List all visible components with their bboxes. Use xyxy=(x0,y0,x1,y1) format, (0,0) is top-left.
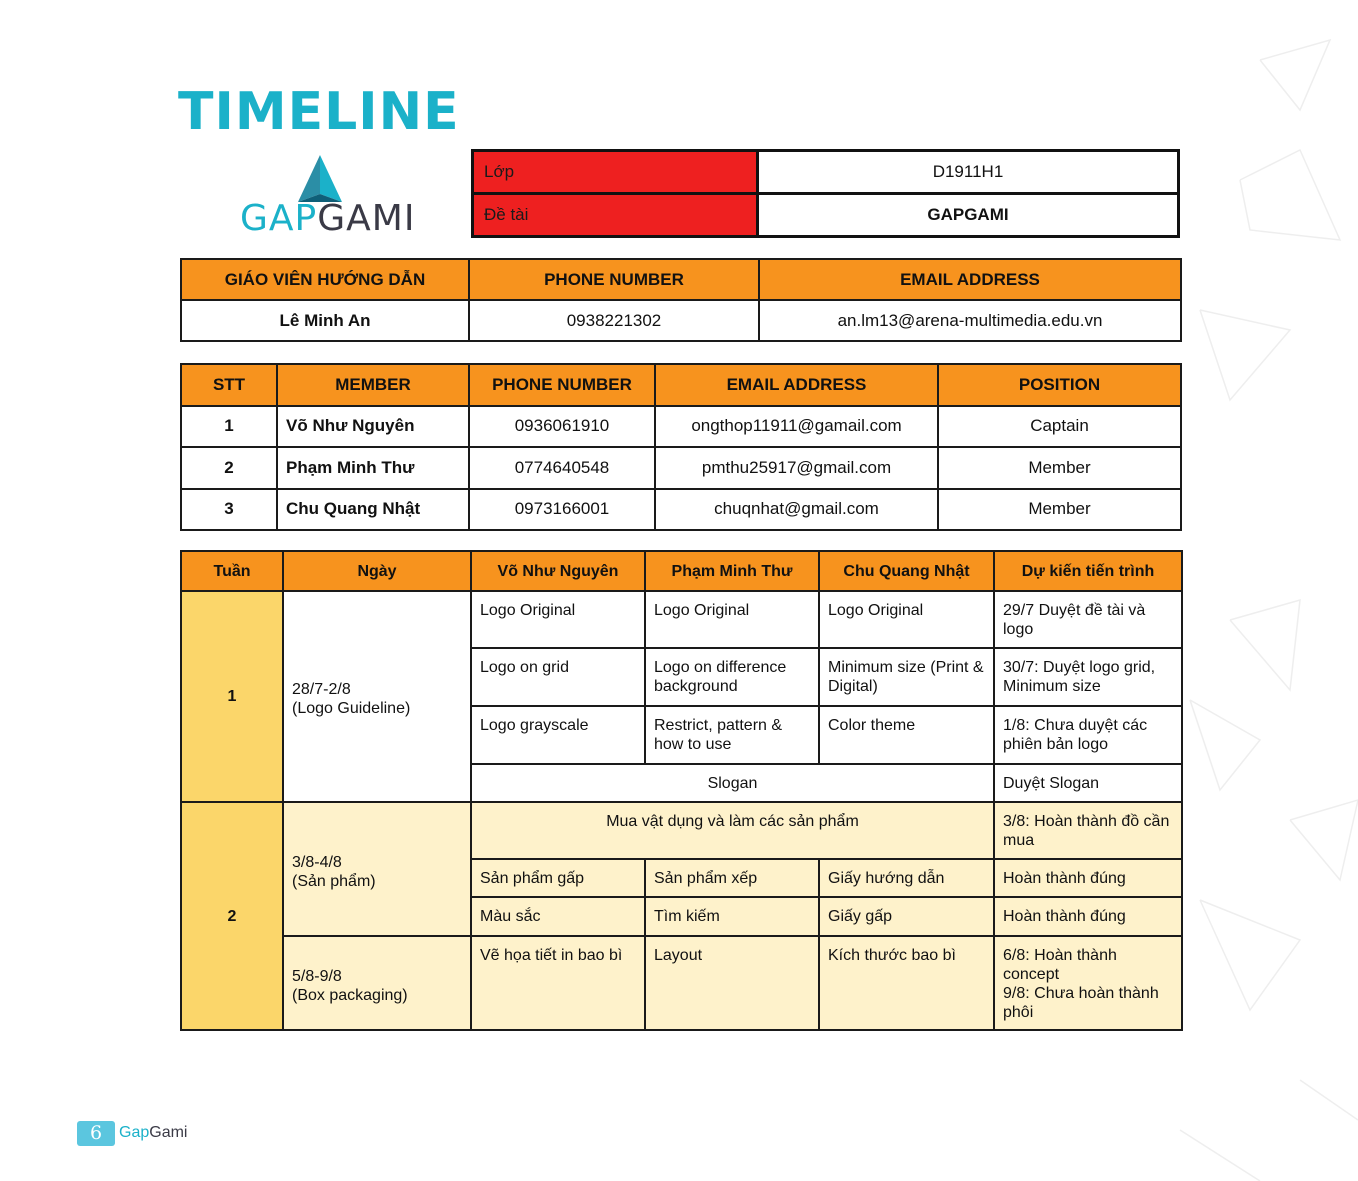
class-label: Lớp xyxy=(473,151,758,194)
phone-header: PHONE NUMBER xyxy=(469,364,655,406)
progress-cell: Hoàn thành đúng xyxy=(994,859,1182,897)
progress-cell: Hoàn thành đúng xyxy=(994,897,1182,936)
member-email: ongthop11911@gamail.com xyxy=(655,406,938,448)
task-cell: Logo Original xyxy=(471,591,645,648)
slogan-cell: Slogan xyxy=(471,764,994,802)
progress-header: Dự kiến tiến trình xyxy=(994,551,1182,591)
table-row xyxy=(181,406,1181,448)
topic-value: GAPGAMI xyxy=(758,194,1179,237)
member1-header: Võ Như Nguyên xyxy=(471,551,645,591)
member-name: Võ Như Nguyên xyxy=(277,406,469,448)
task-cell: Kích thước bao bì xyxy=(819,936,994,1030)
teacher-phone: 0938221302 xyxy=(469,300,759,341)
date-header: Ngày xyxy=(283,551,471,591)
member-stt: 1 xyxy=(181,406,277,448)
class-info-table xyxy=(471,149,1180,238)
week-1-date: 28/7-2/8 (Logo Guideline) xyxy=(283,591,471,802)
member-stt: 2 xyxy=(181,447,277,489)
member-header: MEMBER xyxy=(277,364,469,406)
week-2-date-a: 3/8-4/8 (Sản phẩm) xyxy=(283,802,471,936)
week-2-cell: 2 xyxy=(181,802,283,1030)
task-cell: Logo grayscale xyxy=(471,706,645,764)
topic-row xyxy=(473,194,1179,237)
teacher-name: Lê Minh An xyxy=(181,300,469,341)
page-title: TIMELINE xyxy=(178,82,460,142)
progress-cell: 29/7 Duyệt đề tài và logo xyxy=(994,591,1182,648)
member-phone: 0936061910 xyxy=(469,406,655,448)
class-row xyxy=(473,151,1179,194)
task-cell: Logo on difference background xyxy=(645,648,819,706)
teacher-phone-header: PHONE NUMBER xyxy=(469,259,759,300)
position-header: POSITION xyxy=(938,364,1181,406)
member-phone: 0973166001 xyxy=(469,489,655,531)
progress-cell: 30/7: Duyệt logo grid, Minimum size xyxy=(994,648,1182,706)
member-email: chuqnhat@gmail.com xyxy=(655,489,938,531)
buy-cell: Mua vật dụng và làm các sản phẩm xyxy=(471,802,994,859)
stt-header: STT xyxy=(181,364,277,406)
topic-label: Đề tài xyxy=(473,194,758,237)
table-row xyxy=(181,936,1182,1030)
teacher-table xyxy=(180,258,1182,342)
logo-text: GAPGAMI xyxy=(240,198,416,239)
task-cell: Màu sắc xyxy=(471,897,645,936)
member-position: Member xyxy=(938,489,1181,531)
member-name: Chu Quang Nhật xyxy=(277,489,469,531)
member-phone: 0774640548 xyxy=(469,447,655,489)
schedule-table xyxy=(180,550,1183,1031)
member-stt: 3 xyxy=(181,489,277,531)
table-row xyxy=(181,802,1182,859)
week-2-date-b: 5/8-9/8 (Box packaging) xyxy=(283,936,471,1030)
footer-brand: GapGami xyxy=(119,1124,188,1141)
task-cell: Logo Original xyxy=(645,591,819,648)
task-cell: Logo on grid xyxy=(471,648,645,706)
teacher-email: an.lm13@arena-multimedia.edu.vn xyxy=(759,300,1181,341)
teacher-header: GIÁO VIÊN HƯỚNG DẪN xyxy=(181,259,469,300)
task-cell: Minimum size (Print & Digital) xyxy=(819,648,994,706)
member3-header: Chu Quang Nhật xyxy=(819,551,994,591)
member-email: pmthu25917@gmail.com xyxy=(655,447,938,489)
member-position: Member xyxy=(938,447,1181,489)
page-number-badge: 6 xyxy=(77,1121,115,1146)
task-cell: Restrict, pattern & how to use xyxy=(645,706,819,764)
task-cell: Tìm kiếm xyxy=(645,897,819,936)
member-name: Phạm Minh Thư xyxy=(277,447,469,489)
task-cell: Color theme xyxy=(819,706,994,764)
table-row xyxy=(181,591,1182,648)
task-cell: Sản phẩm xếp xyxy=(645,859,819,897)
task-cell: Vẽ họa tiết in bao bì xyxy=(471,936,645,1030)
progress-cell: 3/8: Hoàn thành đồ cần mua xyxy=(994,802,1182,859)
progress-cell: 1/8: Chưa duyệt các phiên bản logo xyxy=(994,706,1182,764)
email-header: EMAIL ADDRESS xyxy=(655,364,938,406)
week-1-cell: 1 xyxy=(181,591,283,802)
teacher-email-header: EMAIL ADDRESS xyxy=(759,259,1181,300)
progress-cell: Duyệt Slogan xyxy=(994,764,1182,802)
member-position: Captain xyxy=(938,406,1181,448)
members-table xyxy=(180,363,1182,531)
progress-cell: 6/8: Hoàn thành concept 9/8: Chưa hoàn thành phôi xyxy=(994,936,1182,1030)
task-cell: Logo Original xyxy=(819,591,994,648)
class-value: D1911H1 xyxy=(758,151,1179,194)
member2-header: Phạm Minh Thư xyxy=(645,551,819,591)
task-cell: Giấy gấp xyxy=(819,897,994,936)
week-header: Tuần xyxy=(181,551,283,591)
table-row xyxy=(181,489,1181,531)
table-row xyxy=(181,447,1181,489)
task-cell: Giấy hướng dẫn xyxy=(819,859,994,897)
task-cell: Sản phẩm gấp xyxy=(471,859,645,897)
task-cell: Layout xyxy=(645,936,819,1030)
